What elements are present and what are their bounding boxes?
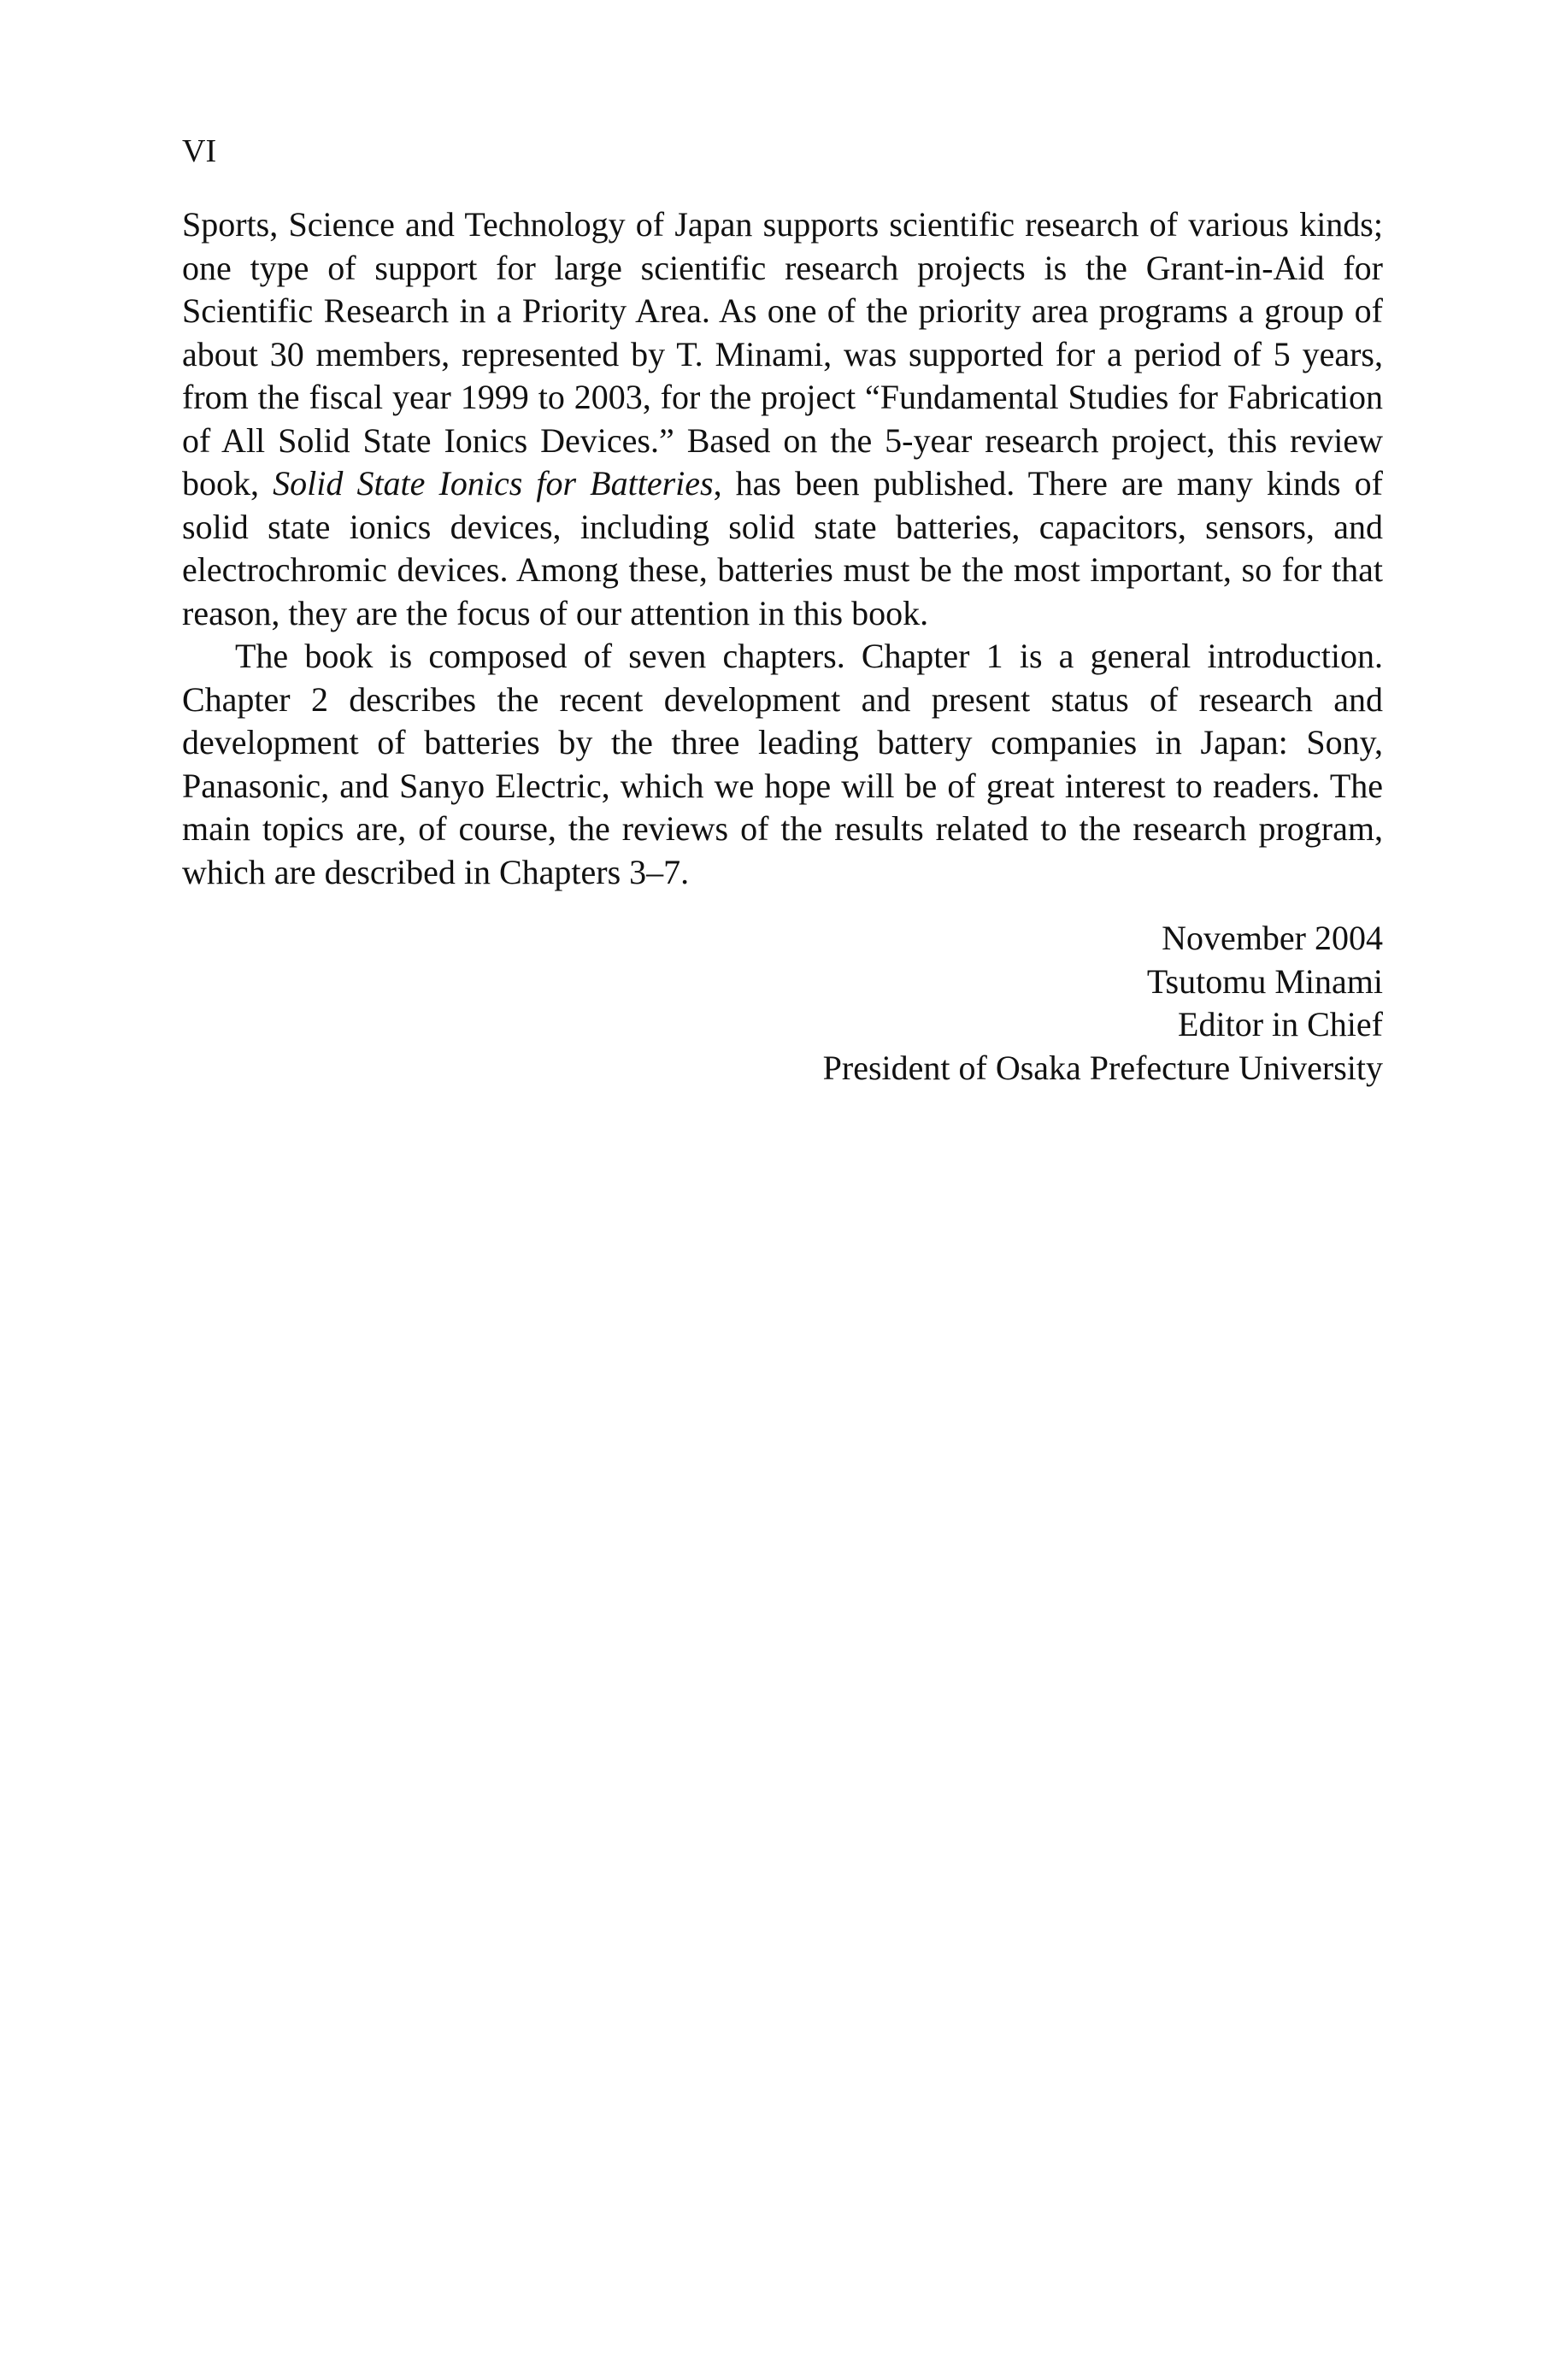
signature-role: Editor in Chief (1178, 1005, 1383, 1043)
signature-name: Tsutomu Minami (1146, 961, 1383, 1001)
preface-body (182, 203, 1383, 894)
signature-affiliation: President of Osaka Prefecture University (822, 1048, 1383, 1087)
paragraph-1-text-a: Sports, Science and Technology of Japan supports scientific research of various kinds; one type of support for large scientific research projects is the Grant-in-Aid for Scientific Research in a Priority Area. As one of the priority area programs a group of about 30 members, represented by T. Minami, was supported for a period of 5 years, from the fiscal year 1999 to 2003, for the project “Fundamental Studies for Fabrication of All Solid State Ionics Devices.” Based on the 5-year research project, this review book, (182, 205, 1383, 502)
paragraph-1 (182, 203, 1383, 635)
paragraph-1-text-b: , has been published. There are many kinds of solid state ionics devices, including solid state batteries, capacitors, sensors, and electrochromic devices. Among these, batteries must be the most important, so for that reason, they are the focus of our attention in this book. (182, 464, 1384, 632)
page-number: VI (182, 133, 217, 169)
signature-block (823, 917, 1383, 1090)
book-title: Solid State Ionics for Batteries (273, 464, 714, 502)
signature-date: November 2004 (1162, 919, 1383, 957)
paragraph-2: The book is composed of seven chapters. Chapter 1 is a general introduction. Chapter 2 describes the recent development and present status of research and development of batteries by the three leading battery companies in Japan: Sony, Panasonic, and Sanyo Electric, which we hope will be of great interest to readers. The main topics are, of course, the reviews of the results related to the research program, which are described in Chapters 3–7. (182, 637, 1383, 891)
